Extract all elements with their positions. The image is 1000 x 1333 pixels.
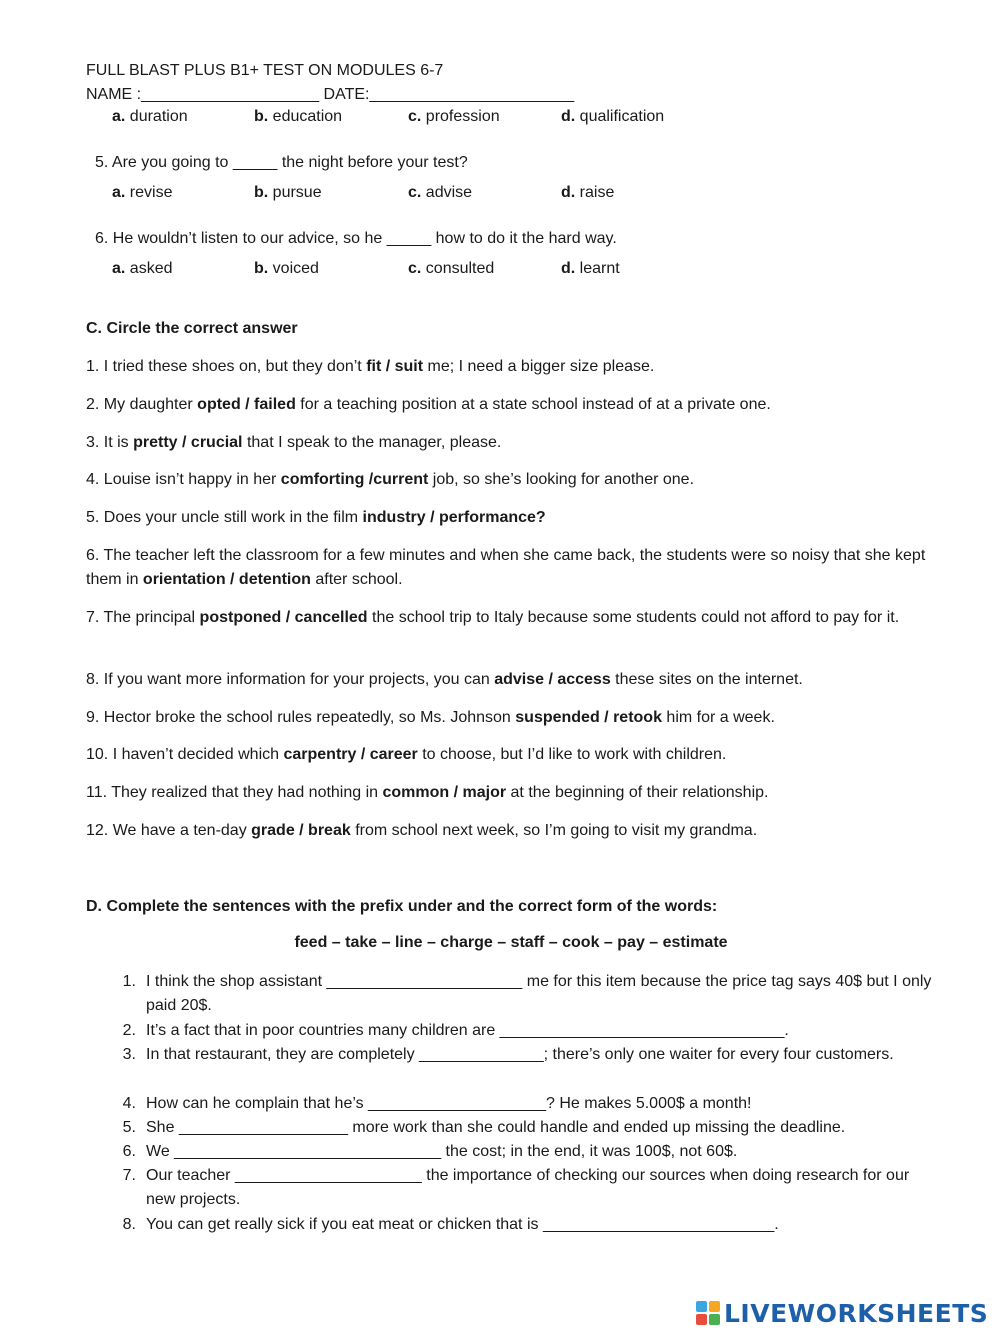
- c-sentence-9: 9. Hector broke the school rules repeatedly, so Ms. Johnson suspended / retook him for a week.: [86, 709, 775, 726]
- c-sentence-12: 12. We have a ten-day grade / break from school next week, so I’m going to visit my grandma.: [86, 822, 758, 839]
- q6-option-b[interactable]: b. voiced: [254, 260, 319, 277]
- c-choice-2[interactable]: opted / failed: [197, 396, 296, 413]
- worksheet-title: FULL BLAST PLUS B1+ TEST ON MODULES 6-7: [86, 62, 444, 79]
- d-item-number: 4.: [122, 1095, 136, 1112]
- logo-square-blue: [696, 1301, 707, 1312]
- section-c-heading: C. Circle the correct answer: [86, 320, 298, 337]
- q5-option-c[interactable]: c. advise: [408, 184, 473, 201]
- d-item-number: 2.: [122, 1022, 136, 1039]
- c-sentence-10: 10. I haven’t decided which carpentry / career to choose, but I’d like to work with children.: [86, 746, 727, 763]
- liveworksheets-logo[interactable]: [696, 1299, 988, 1327]
- c-sentence-4: 4. Louise isn’t happy in her comforting /current job, so she’s looking for another one.: [86, 471, 695, 488]
- c-choice-12[interactable]: grade / break: [251, 822, 351, 839]
- d-item-3[interactable]: In that restaurant, they are completely ______________; there’s only one waiter for every four customers.: [146, 1046, 894, 1063]
- c-choice-3[interactable]: pretty / crucial: [133, 434, 243, 451]
- q4-option-d[interactable]: d. qualification: [561, 108, 665, 125]
- q6-option-c[interactable]: c. consulted: [408, 260, 495, 277]
- c-choice-10[interactable]: carpentry / career: [283, 746, 418, 763]
- c-sentence-2: 2. My daughter opted / failed for a teaching position at a state school instead of at a private one.: [86, 396, 771, 413]
- d-item-number: 1.: [122, 973, 136, 990]
- c-sentence-7: 7. The principal postponed / cancelled the school trip to Italy because some students could not afford to pay for it.: [86, 609, 900, 626]
- q6-option-d[interactable]: d. learnt: [561, 260, 620, 277]
- q5-option-b[interactable]: b. pursue: [254, 184, 322, 201]
- c-choice-7[interactable]: postponed / cancelled: [199, 609, 368, 626]
- d-item-8[interactable]: You can get really sick if you eat meat or chicken that is __________________________.: [146, 1216, 779, 1233]
- q5-option-a[interactable]: a. revise: [112, 184, 173, 201]
- word-bank: feed – take – line – charge – staff – cook – pay – estimate: [294, 934, 728, 951]
- c-sentence-1: 1. I tried these shoes on, but they don’t fit / suit me; I need a bigger size please.: [86, 358, 655, 375]
- logo-square-red: [696, 1314, 707, 1325]
- d-item-number: 5.: [122, 1119, 136, 1136]
- d-item-number: 6.: [122, 1143, 136, 1160]
- logo-square-orange: [709, 1301, 720, 1312]
- c-sentence-6: 6. The teacher left the classroom for a few minutes and when she came back, the students were so noisy that she kept them in orientation / detention after school.: [86, 547, 926, 588]
- c-sentence-11: 11. They realized that they had nothing in common / major at the beginning of their relationship.: [86, 784, 769, 801]
- d-item-6[interactable]: We ______________________________ the cost; in the end, it was 100$, not 60$.: [146, 1143, 738, 1160]
- d-item-5[interactable]: She ___________________ more work than she could handle and ended up missing the deadline.: [146, 1119, 846, 1136]
- c-choice-11[interactable]: common / major: [382, 784, 507, 801]
- c-sentence-3: 3. It is pretty / crucial that I speak to the manager, please.: [86, 434, 502, 451]
- d-item-4[interactable]: How can he complain that he’s ____________________? He makes 5.000$ a month!: [146, 1095, 752, 1112]
- c-choice-4[interactable]: comforting /current: [280, 471, 429, 488]
- q5-option-d[interactable]: d. raise: [561, 184, 615, 201]
- d-item-7[interactable]: Our teacher _____________________ the importance of checking our sources when doing research for our new projects.: [146, 1167, 910, 1208]
- d-item-2[interactable]: It’s a fact that in poor countries many children are ________________________________.: [146, 1022, 789, 1039]
- logo-square-green: [709, 1314, 720, 1325]
- q4-option-b[interactable]: b. education: [254, 108, 343, 125]
- d-item-number: 7.: [122, 1167, 136, 1184]
- logo-text: LIVEWORKSHEETS: [724, 1298, 989, 1328]
- q6-option-a[interactable]: a. asked: [112, 260, 173, 277]
- c-choice-1[interactable]: fit / suit: [366, 358, 424, 375]
- c-choice-8[interactable]: advise / access: [494, 671, 611, 688]
- d-item-1[interactable]: I think the shop assistant ______________________ me for this item because the price tag says 40$ but I only paid 20$.: [146, 973, 932, 1014]
- q6-question: 6. He wouldn’t listen to our advice, so he _____ how to do it the hard way.: [95, 230, 617, 247]
- d-item-number: 3.: [122, 1046, 136, 1063]
- q4-option-a[interactable]: a. duration: [112, 108, 188, 125]
- q5-question: 5. Are you going to _____ the night before your test?: [95, 154, 468, 171]
- d-item-number: 8.: [122, 1216, 136, 1233]
- c-sentence-5: 5. Does your uncle still work in the film industry / performance?: [86, 509, 546, 526]
- c-choice-6[interactable]: orientation / detention: [142, 571, 311, 588]
- c-sentence-8: 8. If you want more information for your projects, you can advise / access these sites on the internet.: [86, 671, 803, 688]
- section-d-heading: D. Complete the sentences with the prefix under and the correct form of the words:: [86, 898, 718, 915]
- c-choice-5[interactable]: industry / performance?: [362, 509, 546, 526]
- name-date-line: NAME :____________________ DATE:_______________________: [86, 86, 575, 103]
- c-choice-9[interactable]: suspended / retook: [515, 709, 662, 726]
- q4-option-c[interactable]: c. profession: [408, 108, 500, 125]
- logo-squares-icon: [696, 1301, 720, 1325]
